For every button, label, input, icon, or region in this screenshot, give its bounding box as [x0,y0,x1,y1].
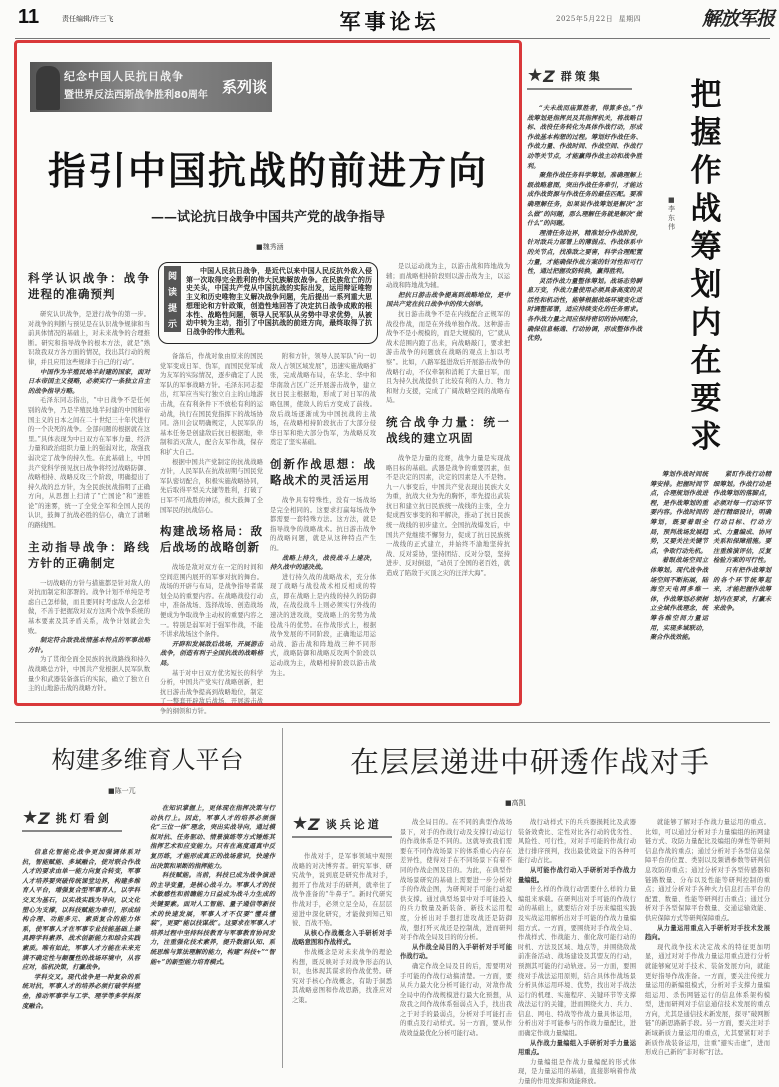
bottom-left-column-2 [150,804,275,1068]
paragraph: 筹划作战时间统筹安排。把握时间节点，合理规划作战进程，是作战筹划的重要内容。作战时间的筹划，既要着眼全局，预判战场发展趋势，又要关注关键节点，争取行动先机。 [650,471,708,555]
section-heading: 构建战场格局：敌后战场的战略创新 [160,524,263,555]
main-author: ■魏秀涵 [256,243,284,251]
bottom-right-column-1 [292,852,392,1068]
side-column-1 [527,104,642,716]
prompt-char: 读 [167,287,177,298]
column-divider [282,728,283,1068]
newspaper-logo: 解放军报 [702,8,775,30]
bottom-right-column-4 [645,818,770,1068]
bottom-left-column-1 [22,848,140,1068]
paragraph: 是以运动战为主，以游击战和阵地战为辅；而战略相持阶段则以游击战为主，以运动战和阵地战为辅。 [386,263,510,290]
prompt-char: 提 [167,303,177,314]
side-author: ■李东伟 [668,196,675,231]
paragraph: 战行动样式下的兵兵器损耗比及武器装备效费比、定性对比各行动的优劣性、风险性、可行性，对对手可能的作战行动进行排序预判，找出最优效益下的各种可能行动占比。 [518,819,636,865]
prompt-char: 阅 [167,271,177,282]
series-banner [30,62,272,112]
banner-line-2: 暨世界反法西斯战争胜利80周年 [64,90,208,101]
star-icon: ★ [22,807,39,828]
section-heading: 统合战争力量：统一战线的建立巩固 [386,414,510,445]
subsection-lead [518,1039,636,1058]
paragraph: 根据中国共产党制定的抗战战略方针，人民军队在抗战初期与国民党军队密切配合，积极实施战略协同，先后取得平型关大捷等胜利，打破了日军不可战胜的神话，极大鼓舞了全国军民的抗战信心。 [160,458,263,514]
main-column-4 [386,262,510,698]
paragraph: 学科交叉。现代战争是一种复杂的系统对抗，军事人才的培养必须打破学科壁垒，推动军事学与工学、理学等多学科深度融合。 [22,973,140,1010]
headline-char: 握 [690,115,722,151]
paragraph: 只有把作战筹划的各个环节统筹起来，才能把握作战筹划内在要求，打赢未来战争。 [713,566,771,613]
paragraph: 把抗日游击战争提高到战略地位，是中国共产党在抗日战争中的伟大创举。 [386,291,510,309]
paragraph: 制定符合敌我战情基本特点的军事战略方针。 [28,637,150,654]
column-header-tanbinglundao [292,812,392,838]
paragraph: 毛泽东同志指出，“中日战争不是任何别的战争，乃是半殖民地半封建的中国和帝国主义的日本之间在二十世纪三十年代进行的一个决死的战争。全部问题的根据就在这里。”具体表现为中日双方在军事力量、经济力量和政治组织力量上的强弱对比，敌强我弱决定了战争的持久性。在此基础上，中国共产党科学预见抗日战争将经过战略防御、战略相持、战略反攻三个阶段，明确提出了持久战的总方针，为全民族抗战指明了正确方向，从思想上扫清了“亡国论”和“速胜论”的迷雾，统一了全党全军和全国人民的认识，鼓舞了抗战必胜的信心，确立了清晰的路线图。 [28,397,150,530]
paragraph: 紧盯作战行动精细筹划。作战行动是作战筹划的落脚点，必须对每一行动环节进行精细设计，明确行动目标、行动方式、力量编成、协同关系和保障措施。要注重推演评估，反复检验方案的可行性。 [713,471,771,565]
column-header-qunceji [527,64,632,90]
headline-char: 划 [690,267,722,303]
paragraph: 战争具有特殊性，没有一场战场是完全相同的。这要求打赢每场战争都需要一套特殊方法。这方法，就是指导战争的战略战术。抗日游击战争的战略问题，就是从这种特点产生的。 [270,496,376,552]
paragraph: 开辟和发展敌后战场，开展游击战争，创造有利于全国抗战的战略格局。 [160,640,263,668]
headline-char: 内 [690,305,722,341]
star-icon: ★ [292,813,309,834]
headline-char: 在 [690,343,722,379]
headline-char: 把 [690,77,722,113]
prompt-char: 示 [167,319,177,330]
section-heading: 创新作战思想：战略战术的灵活运用 [270,456,376,487]
bold-lead: 从核心作战概念入手研析对手战略意图和作战样式。 [292,929,392,947]
banner-line-1: 纪念中国人民抗日战争 [64,70,184,83]
column-name: 谈兵论道 [325,818,382,831]
bold-lead: 从作战力量编组入手研析对手力量运用重点。 [518,1039,636,1057]
bottom-left-author: ■陈一兀 [108,787,136,795]
paragraph: 一切战略的方针与措施都是针对敌人的对抗而制定和部署的。战争计划不单纯是考虑自己怎样做，而且要同时考虑敌人会怎样做，不善于把握敌对双方这两个战争系统的基本要素及其矛盾关系，战争计划就会失败。 [28,579,150,635]
paragraph: 信息化智能化战争更加强调体系对抗，智能赋能、多域融合，使对联合作战人才的要求由单一能力向复合转变，军事人才培养要突破传统课堂边界，构建多维育人平台，增强复合型军事育人，以学科交叉为基石，以实战实践为导向，以文化塑心为支撑，以科技赋能为牵引，形成结构合理、功能多元、素质复合的能力体系，使军事人才在军事专业技能基础上兼具跨学科素养、战术创新能力和综合实践素质。唯有如此，军事人才方能在未来充满不确定性与颠覆性的战场环境中，从容应对，临机决策，打赢战争。 [22,849,140,972]
headline-char: 作 [690,153,722,189]
bottom-left-headline: 构建多维育人平台 [51,746,244,774]
z-mark-icon: Z [38,808,50,828]
paragraph: 力量编组是作战力量编配的形式体现，是力量运用的基础，直接影响着作战力量的作用发挥和效能释放。 [518,1058,636,1086]
paragraph: 着眼战场空间立体筹划。现代战争战场空间不断拓展，陆海空天电网多维一体，作战筹划必须树立全域作战理念，统筹各维空间力量运用，实现多域联动，聚合作战效能。 [650,557,708,642]
paragraph: 战场是敌对双方在一定的时间和空间范围内展开的军事对抗的舞台。战场的开辟与布局，是战争指导者谋划全局的重要内容。在战略战役行动中，准备战场、选择战场、创造战场便成为争取战争主动权的重要内容之一。特别是弱军对于强军作战，不能不讲求战场这个条件。 [160,564,263,639]
headline-char: 要 [690,381,722,417]
paragraph: 理清任务边界，精准划分作战阶段，针对敌兵力部署上的薄弱点、作战体系中的关节点，找准敌之要害，科学合理配置力量，才能确保作战方案的针对性和可行性，通过把握攻防转换，赢得胜利。 [527,229,642,276]
paragraph: 附和方针，领导人民军队“向一切敌人占领区域发展”，迅速实施战略扩张，完成战略布局，在华北、华中和华南敌占区广泛开展游击战争，建立抗日民主根据地，形成了对日军的战略包围，使敌人的后方变成了前线。敌后战场逐渐成为中国抗战的主战场，在战略相持阶段抗击了大部分侵华日军和绝大部分伪军，为战略反攻奠定了坚实基础。 [270,353,376,447]
paragraph: 科技赋能。当前，科技已成为战争演进的主导变量，是核心战斗力。军事人才的技术敏感性和前瞻能力日益成为战斗力生成的关键要素。面对人工智能、量子通信等新技术的快速发展，军事人才不仅要“懂兵懂装”，更要“能以技谋战”。这要求在军事人才培养过程中坚持科技教育与军事教育协同发力，注重强化技术素养，提升数据认知、系统思维与算法理解的能力，构建“科技+”“智能+”的新型能力培育模式。 [150,872,275,966]
main-column-2 [160,352,263,715]
section-heading: 科学认识战争：战争进程的准确预判 [28,271,150,301]
side-column-3 [713,470,771,716]
bold-lead: 从可能作战行动入手研析对手作战力量编组。 [518,866,636,884]
date: 2025年5月22日 [556,15,614,23]
headline-char: 求 [690,419,722,455]
paragraph: 就能够了解对手作战力量运用的重点。比如，可以通过分析对手力量编组的拓网建链方式、攻防力量配比及编组的弹性等研判信息作战的重点；通过分析对手各型信息保障平台的位置、类别以及频谱参数等研判信息攻防的重点；通过分析对手各型传感器和链路数量、分布以及性能等研判控制的重点；通过分析对手各种火力信息打击平台的配置、数量、性能等研判打击重点；通过分析对手各型保障平台数量、交通运输效能、供应保障方式等研判保障重点。 [645,819,770,922]
paragraph: 基于对中日双方优劣短长的科学分析，中国共产党实行战略创新，把抗日游击战争提高到战略地位，制定了一整套开辟敌后战场、开展游击战争的纲领和方针。 [160,669,263,715]
bottom-right-author: ■高凯 [505,799,526,807]
reading-prompt-label [164,266,181,332]
main-column-3 [270,352,376,698]
banner-tag: 系列谈 [222,78,268,96]
paragraph: 什么样的作战行动需要什么样的力量编组来承载。在研判出对手可能的作战行动的基础上，就要结合对手历来编组实践及实战运用解析出对手可能的作战力量编组方式。一方面，要围绕对手作战全局、作战样式、作战能力、催化敌可能行动的时机、方法及区域、地点等，并围绕敌战前准备活动、战场建设及其盟友的行动，预测其可能的行动轨迹。另一方面，要围绕对手战法运用原则，结合具体作战场景分析具体运用环境、优势，找出对手战法运行的机理、实施程序、关键环节等支撑战法运行的关键，进而围绕火力、兵力、信息、网电、特战等作战力量具体运用，分析出对手可能参与的作战力量配比，进而确定作战力量编组。 [518,886,636,1038]
main-subtitle: ——试论抗日战争中国共产党的战争指导 [150,210,385,225]
main-headline: 指引中国抗战的前进方向 [47,149,488,193]
headline-char: 战 [690,191,722,227]
paragraph: 确定作战全局及目的后，需要明对手可能的作战行动搞清楚。一方面，要从兵力最大化分析可能行动，对敌作战全局中的作战规模进行最大化预想，从敌我之间作战体系强弱点入手，找出我之于对手的最弱点，分析对手可能打击的重点及行动样式。另一方面，要从作战效益最优化分析可能行动。 [400,962,512,1038]
star-icon: ★ [527,65,544,86]
bottom-right-column-2 [400,818,512,1068]
paragraph: “夫未战而庙算胜者，得算多也。”作战筹划是指挥员及其指挥机关，将战略目标、战役任务转化为具体作战行动，形成作战基本构想的过程。筹划好作战任务、作战力量、作战时间、作战空间、作战行动等关节点，才能赢得作战主动和战争胜利。 [527,105,642,170]
bottom-right-column-3 [518,818,636,1086]
side-column-2 [650,470,708,716]
paragraph: 备落后，作战对象由原来的国民党军变成日军、伪军，而国民党军成为友军的实际情况，逐步确定了人民军队的军事战略方针。毛泽东同志提出，红军应当实行独立自主的山地游击战，在有利条件下不放松有利的运动战，执行在国民党指挥下的战场协同。洛川会议明确规定，人民军队的基本任务是创建敌后抗日根据地，牵制和消灭敌人，配合友军作战，保存和扩大自己。 [160,353,263,456]
paragraph: 进行持久战的战略战术，充分体现了战略与战役战术相反相成的特点，即在战略上是内线的持久的防御战，在战役战斗上则必须实行外线的速决的进攻战，变战略上的劣势为战役战斗的优势。在作战形式上，根据战争发展的不同阶段，正确地运用运动战、游击战和阵地战三种不同形式，战略防御和战略反攻两个阶段以运动战为主，战略相持阶段以游击战为主。 [270,573,376,677]
column-header-tiaodengkanjian [22,806,122,832]
section-title: 军事论坛 [339,10,440,34]
page-number: 11 [18,6,40,28]
column-name: 群策集 [560,70,603,83]
bold-lead: 从作战全局目的入手研析对手可能作战行动。 [400,943,512,961]
headline-char: 筹 [690,229,722,265]
paragraph: 现代战争技术决定战术的特征更加明显，通过对对手作战力量运用重点进行分析就能够窥见对手技术、装备发展方向，就能更好指导作战准备。一方面，要关注传统力量运用的新编组模式，分析对手支撑力量编组运用、杀伤网链运行的信息体系架构模型，进而研判对手信息通信技术发展的重点方向，尤其是通信技术新发展，探寻“破网断链”的新思路新手段。另一方面，要关注对手新域新质力量运用的重点，尤其要紧盯对手新质作战装备运用，注重“避实击虚”，进而形成自己新的“非对称”打法。 [645,943,770,1057]
soldier-statue-icon [36,66,60,110]
main-column-1 [28,262,150,698]
bold-lead: 从力量运用重点入手研析对手技术发展趋向。 [645,924,770,942]
paragraph: 战全局目的。在不同的典型作战场景下，对手的作战行动及支撑行动运行的作战体系是不同的。这就导致我们需要在不同作战场景下的体系重心内存在差异性，使得对手在不同场景下有着不同的作战企图及目的。为此，在典型作战场景研究的基础上需要进一步分析对手的作战企图，为研判对手可能行动提供支撑。通过典型场景中对手可能投入的兵力数量及新装备、新技术运用程度，分析出对手想打进攻战还是防御战，想打歼灭战还是控制战，进而研判对手作战全局及目的的分析。 [400,819,512,942]
paragraph: 战略上持久，战役战斗上速决，持久战中的速决战。 [270,554,376,572]
header-divider [15,38,770,39]
paragraph: 灵活作战力量整体筹划。战场态势瞬息万变，作战力量使用必须具备高度的灵活性和机动性，能够根据战场环境变化适时调整部署，适应持续变化的任务需求。各作战力量之间应保持密切的协同配合，确保信息畅通、行动协调，形成整体作战优势。 [527,277,642,343]
paragraph: 为了贯彻全面全民族的抗战路线和持久战战略总方针，中国共产党根据人民军队数量少和武器装备落后的实际，确立了独立自主的山地游击战的战略方针。 [28,656,150,693]
section-heading: 主动指导战争：路线方针的正确制定 [28,539,150,570]
paragraph: 作战对手，是军事领域中观照战略的对决博弈者。研究军事、研究战争，说到底是研究作战对手，揭开了作战对手的研判，就牵住了战争准备的“牛鼻子”。新时代研究作战对手，必须立足全局，在层层递进中深化研究，才能做到知己知彼、百战不殆。 [292,853,392,928]
paragraph: 战争是力量的竞赛，战争力量是实现战略目标的基础。武器是战争的重要因素，但不是决定的因素，决定的因素是人不是物。九一八事变后，中国共产党表现出民族大义为重，抗战大业为先的胸怀，率先提出武装抗日和建立抗日民族统一战线的主张，全力促成西安事变的和平解决，推动了抗日民族统一战线的初步建立。全国抗战爆发后，中国共产党继续不懈努力，促成了抗日民族统一战线的正式建立，并始终不渝地坚持抗战、反对妥协，坚持团结、反对分裂，坚持进步、反对倒退，“动员了全国的老百姓，就造成了陷敌于灭顶之灾的汪洋大海”。 [386,454,510,578]
column-name: 挑灯看剑 [55,812,112,825]
paragraph: 作战概念是对未来战争的理论构想，既反映对手对战争形态的认识，也体现其谋求的作战优势。研究对手核心作战概念，有助于洞悉其战略意图和作战思路，找准应对之策。 [292,948,392,1004]
subsection-lead [518,866,636,885]
z-mark-icon: Z [543,66,555,86]
paragraph: 聚焦作战任务科学筹划。准确理解上级战略意图，突出作战任务牵引，才能达成作战资源与作战任务的最佳匹配。要准确理解任务，如果说作战筹划是解决“怎么做”的问题，那么理解任务就是解决“做什么”的问题。 [527,172,642,228]
weekday: 星期四 [618,15,642,23]
bottom-right-headline: 在层层递进中研透作战对手 [349,745,710,779]
paragraph: 抗日游击战争不是在内线配合正规军的战役作战，而是在外线单独作战。这种游击战争不是小规模的，而是大规模的，它“就从战术范围内跑了出来，向战略敲门，要求把游击战争的问题放在战略的观点上加以考察”。比如，八路军挺进敌后开展游击战争的战略行动，不仅牵制和消耗了大量日军，而且为持久抗战提供了比较有利的人力、物力和财力支援，完成了广阔战略空间的战略布局。 [386,310,510,405]
reading-prompt-text: 中国人民抗日战争，是近代以来中国人民反抗外敌入侵第一次取得完全胜利的伟大民族解放战争。在民族危亡的历史关头，中国共产党从中国抗战的实际出发，运用辩证唯物主义和历史唯物主义解决战争问题，先后提出一系列重大思想理论和方针政策，创造性地回答了决定抗日战争成败的根本性、战略性问题，领导人民军队从劣势中寻求优势，从被动中转为主动，指引了中国抗战的前进方向，最终取得了抗日战争的伟大胜利。 [186,266,372,336]
editor-credit: 责任编辑/许三飞 [62,15,114,23]
side-headline [688,76,724,456]
subsection-lead [292,929,392,948]
paragraph: 中国作为半殖民地半封建的国家，面对日本帝国主义侵略，必须实行一条独立自主的战争指导方略。 [28,368,150,395]
z-mark-icon: Z [308,814,320,834]
section-divider [15,722,770,723]
issue-date [556,14,641,24]
subsection-lead [400,943,512,962]
paragraph: 在知识掌握上，更体现在指挥决策与行动执行上。因此，军事人才的培养必须强化“三位一体”理念，突出实战导向，通过模拟对抗、任务驱动、情景演练等方式锤炼其指挥艺术和应变能力。只有在高度逼真中反复历练，才能形成真正的战场意识，快速作出决策和果断的指挥能力。 [150,805,275,870]
subsection-lead [645,924,770,943]
paragraph: 研究认识战争，是进行战争的第一步。对战争的判断与预见是在认识战争规律和当前具体情况的基础上，对未来战争的合理推断。研究和指导战争的根本方法，就是“熟识敌我双方各方面的情况，找出其行动的规律，并且应用这些规律于自己的行动”。 [28,311,150,366]
